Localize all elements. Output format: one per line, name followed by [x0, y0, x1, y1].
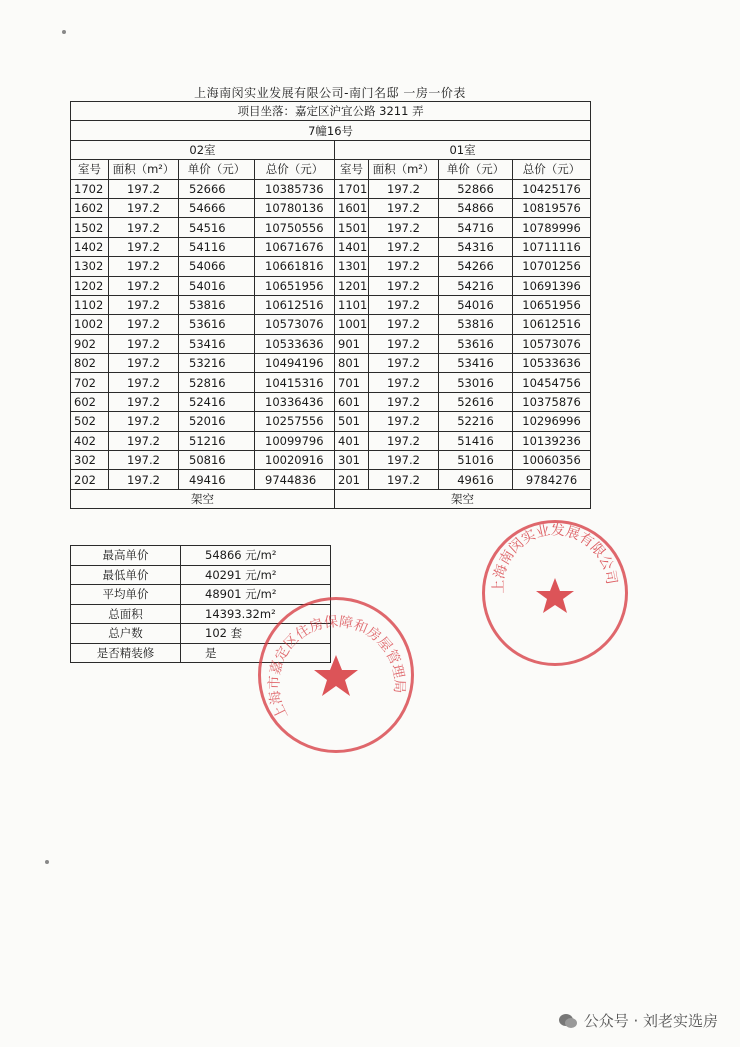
unit-price-cell: 52216	[439, 412, 513, 431]
table-row	[71, 392, 591, 411]
table-row	[71, 354, 591, 373]
total-price-cell: 10060356	[513, 451, 591, 470]
unit-price-cell: 53416	[439, 354, 513, 373]
total-price-cell: 10257556	[255, 412, 335, 431]
room-cell: 1701	[335, 179, 369, 198]
area-cell: 197.2	[369, 451, 439, 470]
empty-floor-row	[71, 489, 591, 508]
unit-price-cell: 52666	[179, 179, 255, 198]
scan-speck	[45, 860, 49, 864]
unit-price-cell: 51016	[439, 451, 513, 470]
room-cell: 702	[71, 373, 109, 392]
summary-label: 是否精装修	[71, 643, 181, 663]
room-cell: 202	[71, 470, 109, 489]
unit-price-cell: 53816	[179, 295, 255, 314]
summary-value: 102 套	[181, 624, 331, 644]
area-cell: 197.2	[109, 237, 179, 256]
total-price-cell: 10533636	[255, 334, 335, 353]
total-price-cell: 9744836	[255, 470, 335, 489]
price-table	[70, 101, 591, 509]
col-total-price: 总价（元）	[255, 160, 335, 179]
col-room: 室号	[71, 160, 109, 179]
room-cell: 401	[335, 431, 369, 450]
summary-label: 总面积	[71, 604, 181, 624]
unit-price-cell: 52016	[179, 412, 255, 431]
room-cell: 802	[71, 354, 109, 373]
room-cell: 602	[71, 392, 109, 411]
unit-price-cell: 52816	[179, 373, 255, 392]
col-unit-price: 单价（元）	[179, 160, 255, 179]
table-row	[71, 198, 591, 217]
total-price-cell: 10780136	[255, 198, 335, 217]
table-row	[71, 451, 591, 470]
area-cell: 197.2	[369, 276, 439, 295]
area-cell: 197.2	[369, 295, 439, 314]
summary-row	[71, 565, 331, 585]
area-cell: 197.2	[109, 179, 179, 198]
empty-right-cell: 架空	[335, 489, 591, 508]
room-cell: 701	[335, 373, 369, 392]
area-cell: 197.2	[109, 470, 179, 489]
total-price-cell: 10573076	[255, 315, 335, 334]
document-title: 上海南闵实业发展有限公司-南门名邸 一房一价表	[194, 86, 466, 100]
scan-speck	[62, 30, 66, 34]
total-price-cell: 10789996	[513, 218, 591, 237]
area-cell: 197.2	[369, 315, 439, 334]
total-price-cell: 10711116	[513, 237, 591, 256]
table-row	[71, 470, 591, 489]
col-area: 面积（m²）	[109, 160, 179, 179]
total-price-cell: 10296996	[513, 412, 591, 431]
total-price-cell: 10819576	[513, 198, 591, 217]
total-price-cell: 10750556	[255, 218, 335, 237]
room-cell: 801	[335, 354, 369, 373]
total-price-cell: 10454756	[513, 373, 591, 392]
area-cell: 197.2	[109, 315, 179, 334]
unit-price-cell: 50816	[179, 451, 255, 470]
total-price-cell: 10336436	[255, 392, 335, 411]
building-number: 7幢16号	[71, 121, 591, 140]
table-row	[71, 237, 591, 256]
area-cell: 197.2	[109, 198, 179, 217]
room-cell: 1302	[71, 257, 109, 276]
total-price-cell: 10573076	[513, 334, 591, 353]
total-price-cell: 10651956	[513, 295, 591, 314]
wechat-icon	[558, 1013, 578, 1029]
total-price-cell: 10375876	[513, 392, 591, 411]
total-price-cell: 9784276	[513, 470, 591, 489]
col-area: 面积（m²）	[369, 160, 439, 179]
total-price-cell: 10533636	[513, 354, 591, 373]
unit-price-cell: 54016	[439, 295, 513, 314]
room-cell: 1602	[71, 198, 109, 217]
room-cell: 902	[71, 334, 109, 353]
summary-value: 是	[181, 643, 331, 663]
summary-value: 40291 元/m²	[181, 565, 331, 585]
total-price-cell: 10415316	[255, 373, 335, 392]
area-cell: 197.2	[109, 392, 179, 411]
column-header-row	[71, 160, 591, 179]
government-seal-graphic	[261, 600, 411, 750]
room-cell: 1102	[71, 295, 109, 314]
room-cell: 1502	[71, 218, 109, 237]
table-row	[71, 315, 591, 334]
area-cell: 197.2	[369, 257, 439, 276]
project-location: 项目坐落：嘉定区沪宜公路 3211 弄	[71, 102, 591, 121]
table-row	[71, 295, 591, 314]
area-cell: 197.2	[369, 470, 439, 489]
unit-price-cell: 54666	[179, 198, 255, 217]
table-row	[71, 257, 591, 276]
area-cell: 197.2	[109, 276, 179, 295]
unit-price-cell: 54216	[439, 276, 513, 295]
area-cell: 197.2	[369, 334, 439, 353]
room-cell: 601	[335, 392, 369, 411]
area-cell: 197.2	[369, 198, 439, 217]
area-cell: 197.2	[109, 373, 179, 392]
area-cell: 197.2	[109, 431, 179, 450]
room-cell: 1301	[335, 257, 369, 276]
svg-text:上海南闵实业发展有限公司: 上海南闵实业发展有限公司	[490, 523, 620, 594]
room-cell: 1001	[335, 315, 369, 334]
room-cell: 1002	[71, 315, 109, 334]
government-seal	[258, 597, 414, 753]
room-cell: 201	[335, 470, 369, 489]
unit-price-cell: 54266	[439, 257, 513, 276]
empty-left-cell: 架空	[71, 489, 335, 508]
watermark-text: 公众号 · 刘老实选房	[583, 1012, 718, 1030]
table-row	[71, 373, 591, 392]
summary-label: 最高单价	[71, 546, 181, 566]
area-cell: 197.2	[369, 218, 439, 237]
svg-text:上海市嘉定区住房保障和房屋管理局: 上海市嘉定区住房保障和房屋管理局	[266, 614, 407, 722]
room-cell: 501	[335, 412, 369, 431]
room-cell: 502	[71, 412, 109, 431]
unit-price-cell: 53616	[179, 315, 255, 334]
unit-price-cell: 53416	[179, 334, 255, 353]
area-cell: 197.2	[109, 257, 179, 276]
col-room: 室号	[335, 160, 369, 179]
total-price-cell: 10661816	[255, 257, 335, 276]
room-cell: 1601	[335, 198, 369, 217]
table-row	[71, 276, 591, 295]
total-price-cell: 10385736	[255, 179, 335, 198]
company-seal-graphic	[485, 523, 625, 663]
total-price-cell: 10494196	[255, 354, 335, 373]
summary-value: 54866 元/m²	[181, 546, 331, 566]
table-row	[71, 179, 591, 198]
unit-price-cell: 52616	[439, 392, 513, 411]
summary-label: 总户数	[71, 624, 181, 644]
area-cell: 197.2	[109, 334, 179, 353]
room-cell: 1401	[335, 237, 369, 256]
table-row	[71, 334, 591, 353]
summary-label: 平均单价	[71, 585, 181, 605]
area-cell: 197.2	[109, 295, 179, 314]
area-cell: 197.2	[369, 412, 439, 431]
col-unit-price: 单价（元）	[439, 160, 513, 179]
total-price-cell: 10612516	[255, 295, 335, 314]
summary-value: 14393.32m²	[181, 604, 331, 624]
area-cell: 197.2	[369, 392, 439, 411]
unit-price-cell: 53216	[179, 354, 255, 373]
room-cell: 901	[335, 334, 369, 353]
area-cell: 197.2	[369, 237, 439, 256]
area-cell: 197.2	[109, 451, 179, 470]
area-cell: 197.2	[109, 218, 179, 237]
total-price-cell: 10671676	[255, 237, 335, 256]
area-cell: 197.2	[109, 412, 179, 431]
total-price-cell: 10020916	[255, 451, 335, 470]
summary-label: 最低单价	[71, 565, 181, 585]
unit-header-left: 02室	[71, 140, 335, 159]
table-row	[71, 431, 591, 450]
summary-value: 48901 元/m²	[181, 585, 331, 605]
total-price-cell: 10701256	[513, 257, 591, 276]
unit-price-cell: 54866	[439, 198, 513, 217]
unit-price-cell: 53616	[439, 334, 513, 353]
room-cell: 1402	[71, 237, 109, 256]
total-price-cell: 10691396	[513, 276, 591, 295]
unit-price-cell: 52416	[179, 392, 255, 411]
unit-price-cell: 52866	[439, 179, 513, 198]
unit-price-cell: 54716	[439, 218, 513, 237]
unit-price-cell: 53016	[439, 373, 513, 392]
unit-price-cell: 53816	[439, 315, 513, 334]
unit-price-cell: 49416	[179, 470, 255, 489]
table-row	[71, 218, 591, 237]
room-cell: 301	[335, 451, 369, 470]
unit-header-right: 01室	[335, 140, 591, 159]
unit-price-cell: 51216	[179, 431, 255, 450]
unit-price-cell: 51416	[439, 431, 513, 450]
unit-price-cell: 54316	[439, 237, 513, 256]
table-row	[71, 412, 591, 431]
watermark	[558, 1010, 718, 1031]
room-cell: 1101	[335, 295, 369, 314]
area-cell: 197.2	[369, 179, 439, 198]
unit-price-cell: 54516	[179, 218, 255, 237]
room-cell: 1201	[335, 276, 369, 295]
total-price-cell: 10651956	[255, 276, 335, 295]
area-cell: 197.2	[369, 373, 439, 392]
unit-price-cell: 49616	[439, 470, 513, 489]
company-seal	[482, 520, 628, 666]
unit-price-cell: 54016	[179, 276, 255, 295]
room-cell: 1501	[335, 218, 369, 237]
total-price-cell: 10099796	[255, 431, 335, 450]
room-cell: 402	[71, 431, 109, 450]
area-cell: 197.2	[369, 431, 439, 450]
unit-price-cell: 54066	[179, 257, 255, 276]
total-price-cell: 10425176	[513, 179, 591, 198]
area-cell: 197.2	[109, 354, 179, 373]
area-cell: 197.2	[369, 354, 439, 373]
unit-price-cell: 54116	[179, 237, 255, 256]
room-cell: 1202	[71, 276, 109, 295]
room-cell: 1702	[71, 179, 109, 198]
total-price-cell: 10139236	[513, 431, 591, 450]
total-price-cell: 10612516	[513, 315, 591, 334]
col-total-price: 总价（元）	[513, 160, 591, 179]
room-cell: 302	[71, 451, 109, 470]
summary-row	[71, 546, 331, 566]
